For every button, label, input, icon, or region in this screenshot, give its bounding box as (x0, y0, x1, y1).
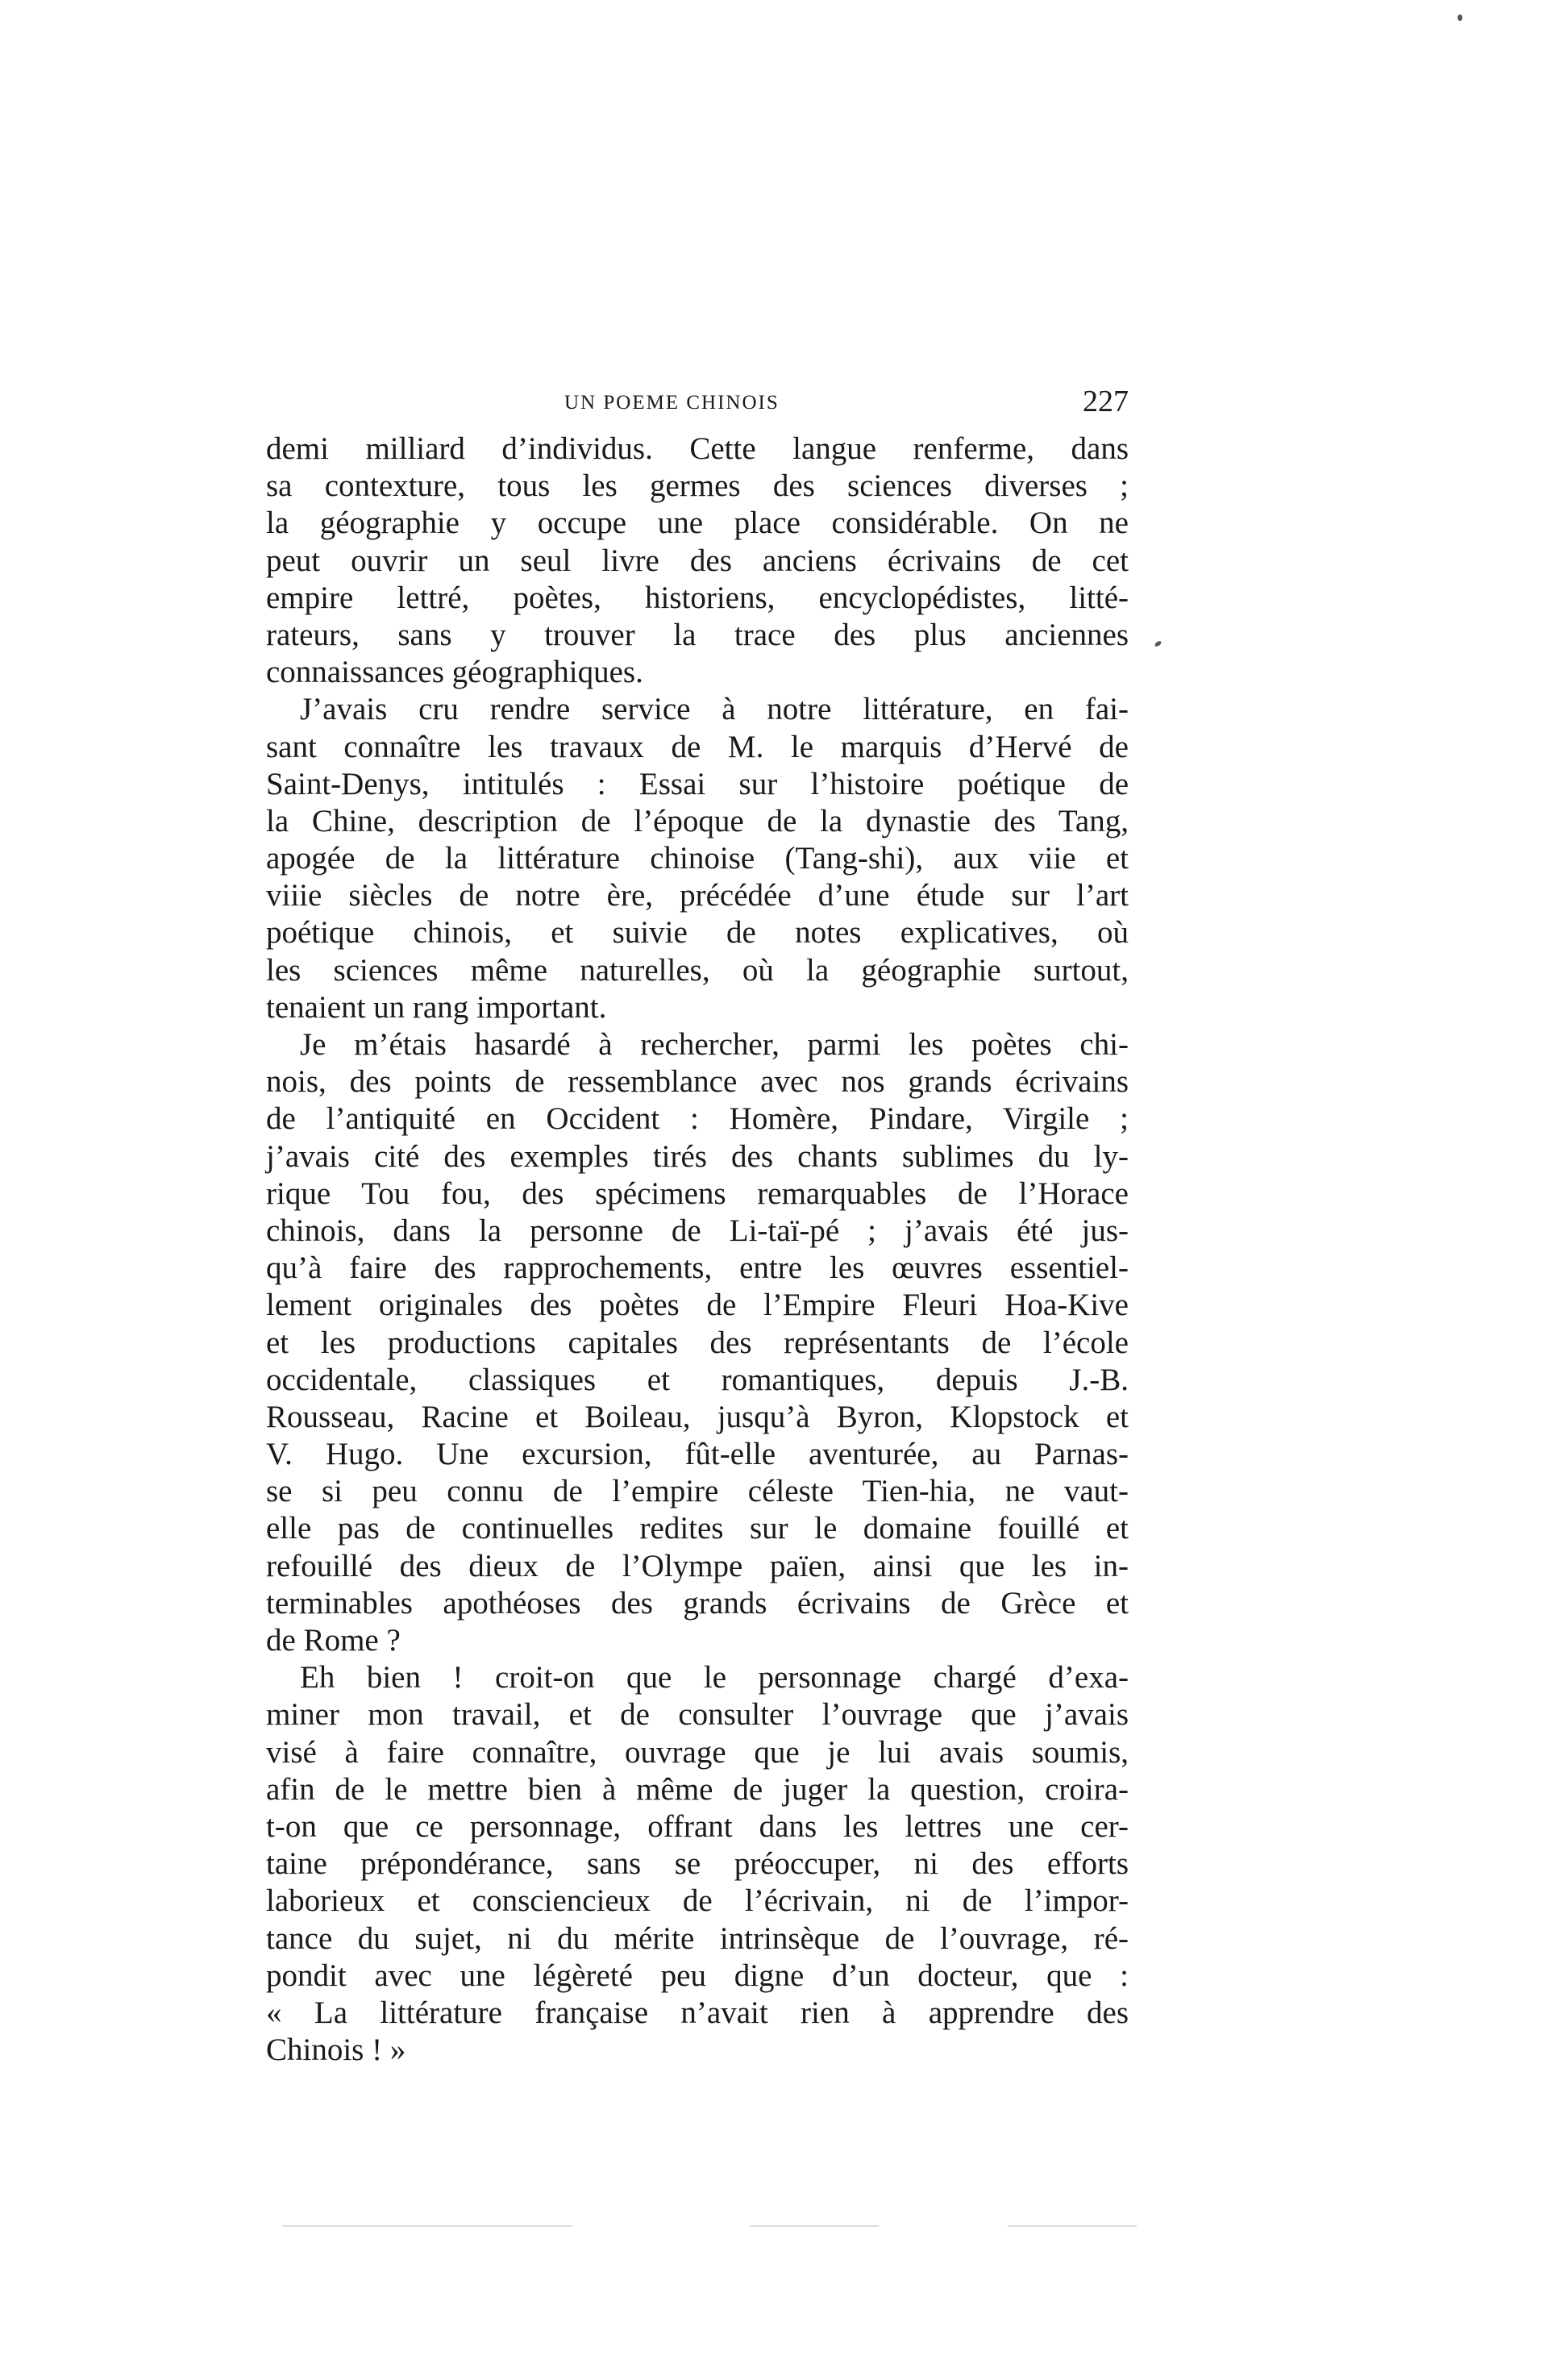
text-line: demi milliard d’individus. Cette langue renferme, dans (266, 431, 1129, 466)
text-line: nois, des points de ressemblance avec nos grands écrivains (266, 1064, 1129, 1100)
text-line: visé à faire connaître, ouvrage que je lui avais soumis, (266, 1734, 1129, 1770)
text-line: tenaient un rang important. (266, 989, 607, 1025)
text-line: chinois, dans la personne de Li-taï-pé ; j’avais été jus- (266, 1213, 1129, 1248)
text-line: occidentale, classiques et romantiques, depuis J.-B. (266, 1362, 1129, 1397)
text-line: de l’antiquité en Occident : Homère, Pindare, Virgile ; (266, 1101, 1129, 1137)
print-speck (1458, 15, 1462, 21)
text-line: connaissances géographiques. (266, 655, 643, 690)
text-line: la Chine, description de l’époque de la dynastie des Tang, (266, 803, 1129, 838)
text-line: poétique chinois, et suivie de notes explicatives, où (266, 915, 1129, 951)
text-line: tance du sujet, ni du mérite intrinsèque de l’ouvrage, ré- (266, 1920, 1129, 1956)
text-line: les sciences même naturelles, où la géographie surtout, (266, 952, 1129, 988)
text-line: j’avais cité des exemples tirés des chants sublimes du ly- (266, 1138, 1129, 1174)
text-line: rique Tou fou, des spécimens remarquables de l’Horace (266, 1175, 1129, 1211)
scan-artefact (750, 2225, 879, 2227)
text-line: qu’à faire des rapprochements, entre les œuvres essentiel- (266, 1250, 1129, 1286)
text-line: apogée de la littérature chinoise (Tang-shi), aux viie et (266, 841, 1129, 876)
text-line: pondit avec une légèreté peu digne d’un docteur, que : (266, 1958, 1129, 1993)
text-line: refouillé des dieux de l’Olympe païen, ainsi que les in- (266, 1548, 1129, 1583)
text-line: « La littérature française n’avait rien à apprendre des (266, 1995, 1129, 2030)
page-number: 227 (1083, 385, 1129, 418)
text-line: miner mon travail, et de consulter l’ouvrage que j’avais (266, 1697, 1129, 1733)
text-line: la géographie y occupe une place considérable. On ne (266, 506, 1129, 541)
text-line: se si peu connu de l’empire céleste Tien-hia, ne vaut- (266, 1474, 1129, 1509)
text-line: viiie siècles de notre ère, précédée d’une étude sur l’art (266, 878, 1129, 913)
text-line: Je m’étais hasardé à rechercher, parmi les poètes chi- (300, 1027, 1129, 1062)
scan-artefact (1008, 2225, 1137, 2227)
scan-artefact (282, 2225, 572, 2227)
running-title: UN POEME CHINOIS (564, 392, 780, 414)
print-speck (1154, 640, 1162, 647)
text-line: peut ouvrir un seul livre des anciens écrivains de cet (266, 543, 1129, 578)
text-line: terminables apothéoses des grands écrivains de Grèce et (266, 1585, 1129, 1621)
text-line: V. Hugo. Une excursion, fût-elle aventurée, au Parnas- (266, 1437, 1129, 1472)
text-line: empire lettré, poètes, historiens, encyclopédistes, litté- (266, 580, 1129, 615)
text-line: sa contexture, tous les germes des sciences diverses ; (266, 468, 1129, 504)
text-line: de Rome ? (266, 1623, 401, 1658)
text-line: elle pas de continuelles redites sur le domaine fouillé et (266, 1511, 1129, 1546)
text-line: rateurs, sans y trouver la trace des plus anciennes (266, 617, 1129, 652)
text-line: laborieux et consciencieux de l’écrivain, ni de l’impor- (266, 1883, 1129, 1919)
text-line: J’avais cru rendre service à notre littérature, en fai- (300, 692, 1129, 727)
text-line: taine prépondérance, sans se préoccuper, ni des efforts (266, 1846, 1129, 1882)
text-line: lement originales des poètes de l’Empire Fleuri Hoa-Kive (266, 1288, 1129, 1323)
text-line: Chinois ! » (266, 2033, 406, 2068)
text-line: t-on que ce personnage, offrant dans les lettres une cer- (266, 1808, 1129, 1844)
running-head (266, 387, 1129, 427)
text-line: sant connaître les travaux de M. le marquis d’Hervé de (266, 729, 1129, 764)
text-line: et les productions capitales des représentants de l’école (266, 1325, 1129, 1360)
text-line: afin de le mettre bien à même de juger la question, croira- (266, 1771, 1129, 1807)
body-text (266, 431, 1129, 2069)
text-line: Saint-Denys, intitulés : Essai sur l’histoire poétique de (266, 766, 1129, 801)
text-line: Rousseau, Racine et Boileau, jusqu’à Byron, Klopstock et (266, 1399, 1129, 1434)
text-line: Eh bien ! croit-on que le personnage chargé d’exa- (300, 1660, 1129, 1696)
